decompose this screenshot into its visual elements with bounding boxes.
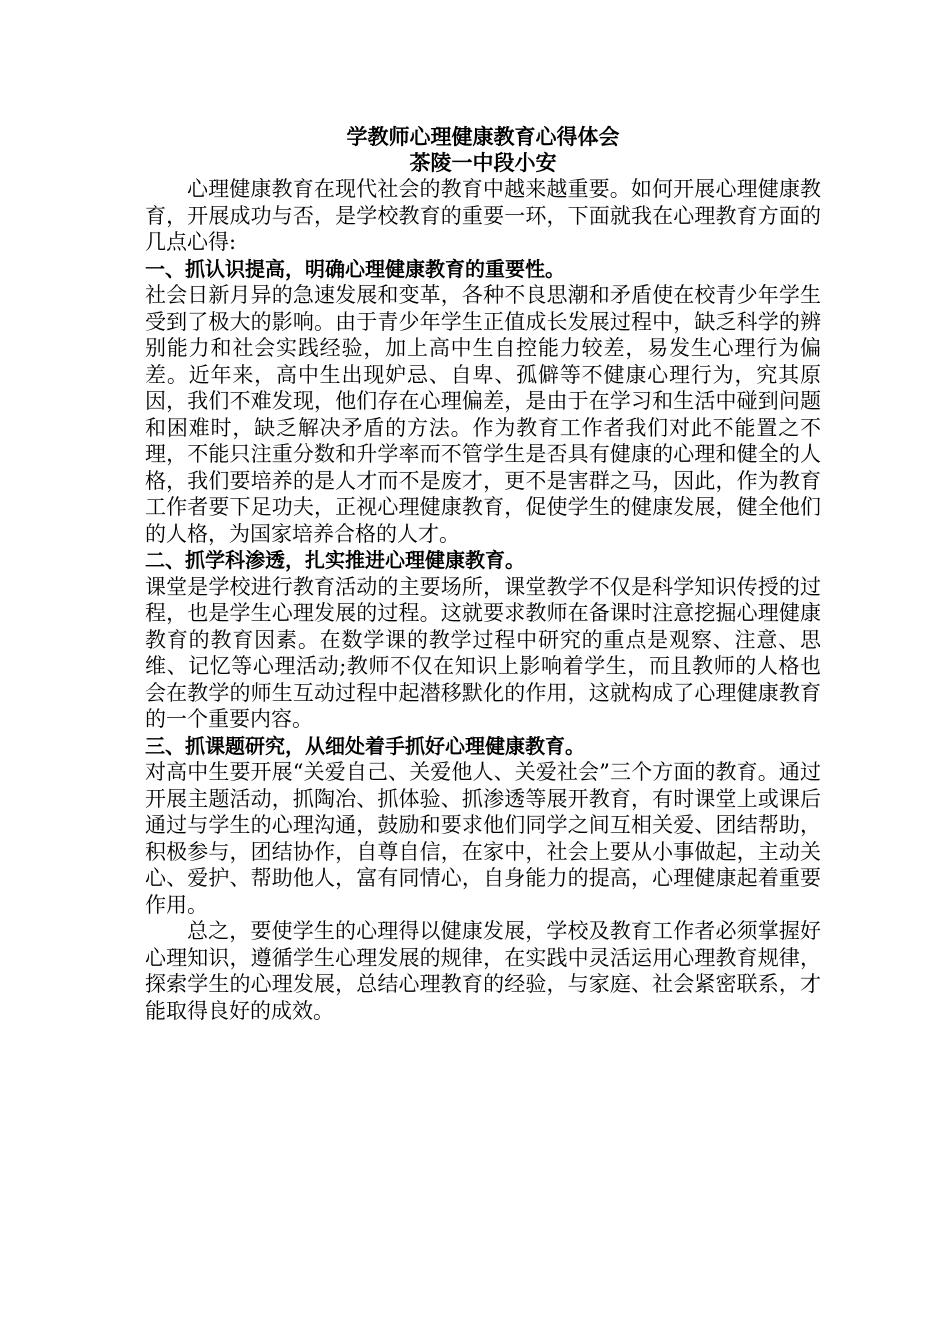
section-body-3: 对高中生要开展“关爱自己、关爱他人、关爱社会”三个方面的教育。通过开展主题活动，抓陶冶、抓体验、抓渗透等展开教育，有时课堂上或课后通过与学生的心理沟通，鼓励和要求他们同学之间互相关爱、团结帮助，积极参与，团结协作，自尊自信，在家中，社会上要从小事做起，主动关心、爱护、帮助他人，富有同情心，自身能力的提高，心理健康起着重要作用。: [145, 760, 821, 917]
section-heading-2: 二、抓学科渗透，扎实推进心理健康教育。: [145, 548, 525, 572]
section-body-2: 课堂是学校进行教育活动的主要场所，课堂教学不仅是科学知识传授的过程，也是学生心理发展的过程。这就要求教师在备课时注意挖掘心理健康教育的教育因素。在数学课的教学过程中研究的重点是观察、注意、思维、记忆等心理活动;教师不仅在知识上影响着学生，而且教师的人格也会在教学的师生互动过程中起潜移默化的作用，这就构成了心理健康教育的一个重要内容。: [145, 574, 821, 731]
document-author: 茶陵一中段小安: [409, 150, 557, 175]
document-title: 学教师心理健康教育心得体会: [346, 124, 620, 149]
section-heading-1: 一、抓认识提高，明确心理健康教育的重要性。: [145, 256, 565, 281]
section-heading-3: 三、抓课题研究，从细处着手抓好心理健康教育。: [145, 733, 585, 758]
section-body-1: 社会日新月异的急速发展和变革，各种不良思潮和矛盾使在校青少年学生受到了极大的影响。由于青少年学生正值成长发展过程中，缺乏科学的辨别能力和社会实践经验，加上高中生自控能力较差，易发生心理行为偏差。近年来，高中生出现妒忌、自卑、孤僻等不健康心理行为，究其原因，我们不难发现，他们存在心理偏差，是由于在学习和生活中碰到问题和困难时，缺乏解决矛盾的方法。作为教育工作者我们对此不能置之不理，不能只注重分数和升学率而不管学生是否具有健康的心理和健全的人格，我们要培养的是人才而不是废才，更不是害群之马，因此，作为教育工作者要下足功夫，正视心理健康教育，促使学生的健康发展，健全他们的人格，为国家培养合格的人才。: [145, 283, 821, 546]
conclusion-paragraph: 总之，要使学生的心理得以健康发展，学校及教育工作者必须掌握好心理知识，遵循学生心理发展的规律，在实践中灵活运用心理教育规律，探索学生的心理发展，总结心理教育的经验，与家庭、社会紧密联系，才能取得良好的成效。: [145, 919, 821, 1023]
document-content: [145, 124, 821, 1024]
intro-paragraph: 心理健康教育在现代社会的教育中越来越重要。如何开展心理健康教育，开展成功与否，是学校教育的重要一环，下面就我在心理教育方面的几点心得:: [145, 177, 821, 254]
